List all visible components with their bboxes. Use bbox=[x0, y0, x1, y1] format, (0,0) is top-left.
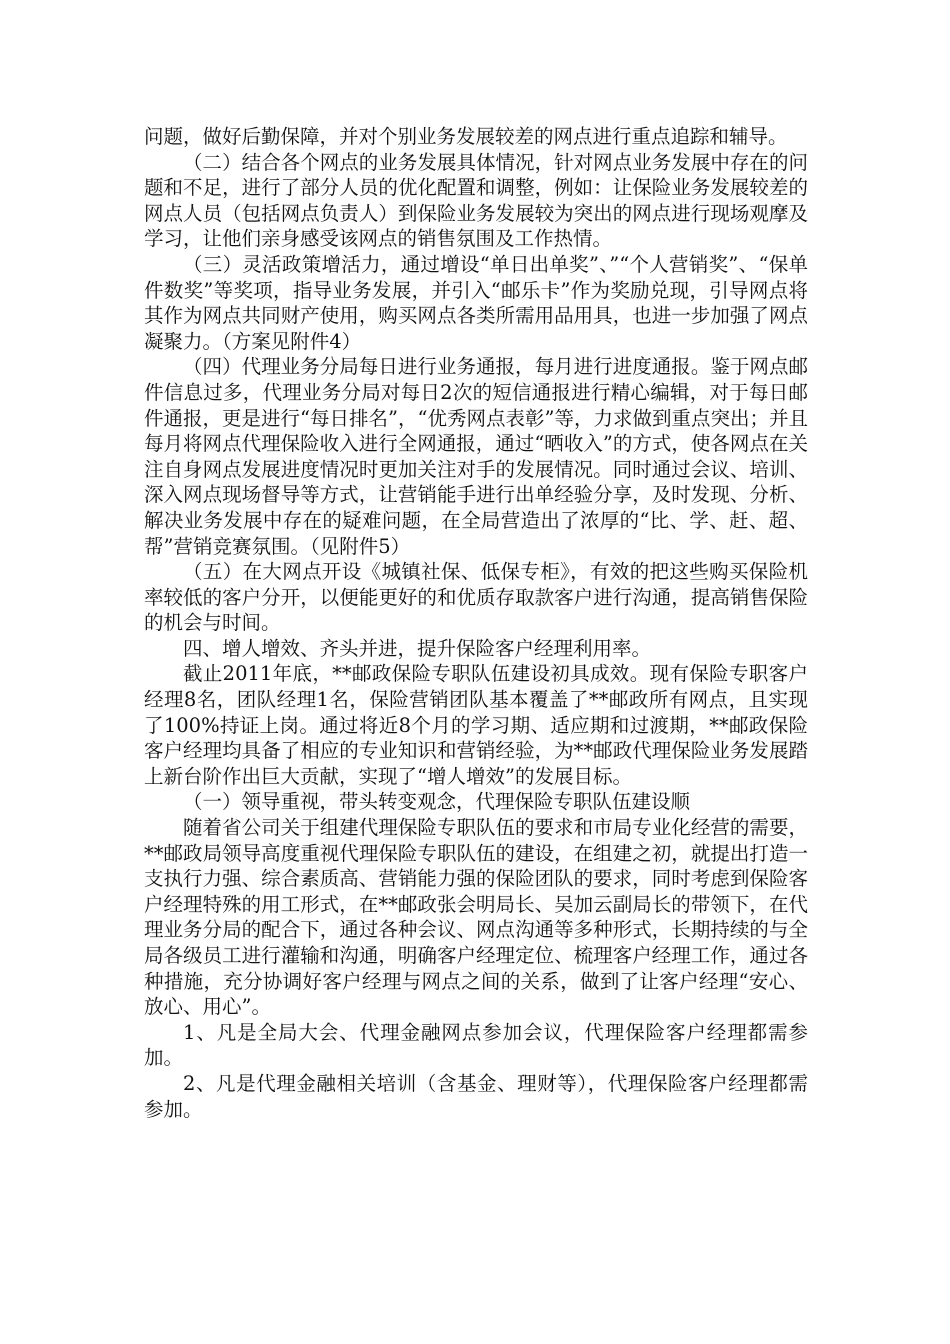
document-body bbox=[144, 124, 808, 1122]
paragraph-3: （三）灵活政策增活力，通过增设“单日出单奖”、”“个人营销奖”、“保单件数奖”等奖项，指导业务发展，并引入“邮乐卡”作为奖励兑现，引导网点将其作为网点共同财产使用，购买网点各类所需用品用具，也进一步加强了网点凝聚力。（方案见附件4） bbox=[144, 252, 808, 353]
paragraph-2: （二）结合各个网点的业务发展具体情况，针对网点业务发展中存在的问题和不足，进行了部分人员的优化配置和调整，例如：让保险业务发展较差的网点人员（包括网点负责人）到保险业务发展较为突出的网点进行现场观摩及学习，让他们亲身感受该网点的销售氛围及工作热情。 bbox=[144, 150, 808, 251]
paragraph-5: （五）在大网点开设《城镇社保、低保专柜》，有效的把这些购买保险机率较低的客户分开，以便能更好的和优质存取款客户进行沟通，提高销售保险的机会与时间。 bbox=[144, 560, 808, 635]
subsection-heading-1: （一）领导重视，带头转变观念，代理保险专职队伍建设顺 bbox=[183, 790, 691, 814]
list-item-1: 1、凡是全局大会、代理金融网点参加会议，代理保险客户经理都需参加。 bbox=[144, 1020, 808, 1070]
paragraph-1: 问题，做好后勤保障，并对个别业务发展较差的网点进行重点追踪和辅导。 bbox=[144, 125, 788, 148]
list-item-2: 2、凡是代理金融相关培训（含基金、理财等），代理保险客户经理都需参加。 bbox=[144, 1071, 808, 1121]
paragraph-7: 截止2011年底，**邮政保险专职队伍建设初具成效。现有保险专职客户经理8名，团队经理1名，保险营销团队基本覆盖了**邮政所有网点，且实现了100%持证上岗。通过将近8个月的学习期、适应期和过渡期，**邮政保险客户经理均具备了相应的专业知识和营销经验，为**邮政代理保险业务发展踏上新台阶作出巨大贡献，实现了“增人增效”的发展目标。 bbox=[144, 662, 808, 788]
paragraph-4: （四）代理业务分局每日进行业务通报，每月进行进度通报。鉴于网点邮件信息过多，代理业务分局对每日2次的短信通报进行精心编辑，对于每日邮件通报，更是进行“每日排名”，“优秀网点表彰”等，力求做到重点突出；并且每月将网点代理保险收入进行全网通报，通过“晒收入”的方式，使各网点在关注自身网点发展进度情况时更加关注对手的发展情况。同时通过会议、培训、深入网点现场督导等方式，让营销能手进行出单经验分享，及时发现、分析、解决业务发展中存在的疑难问题，在全局营造出了浓厚的“比、学、赶、超、帮”营销竞赛氛围。（见附件5） bbox=[144, 355, 808, 558]
paragraph-9: 随着省公司关于组建代理保险专职队伍的要求和市局专业化经营的需要，**邮政局领导高度重视代理保险专职队伍的建设，在组建之初，就提出打造一支执行力强、综合素质高、营销能力强的保险团队的要求，同时考虑到保险客户经理特殊的用工形式，在**邮政张会明局长、吴加云副局长的带领下，在代理业务分局的配合下，通过各种会议、网点沟通等多种形式，长期持续的与全局各级员工进行灌输和沟通，明确客户经理定位、梳理客户经理工作，通过各种措施，充分协调好客户经理与网点之间的关系，做到了让客户经理“安心、放心、用心”。 bbox=[144, 816, 808, 1019]
section-heading-4: 四、增人增效、齐头并进，提升保险客户经理利用率。 bbox=[183, 636, 652, 660]
